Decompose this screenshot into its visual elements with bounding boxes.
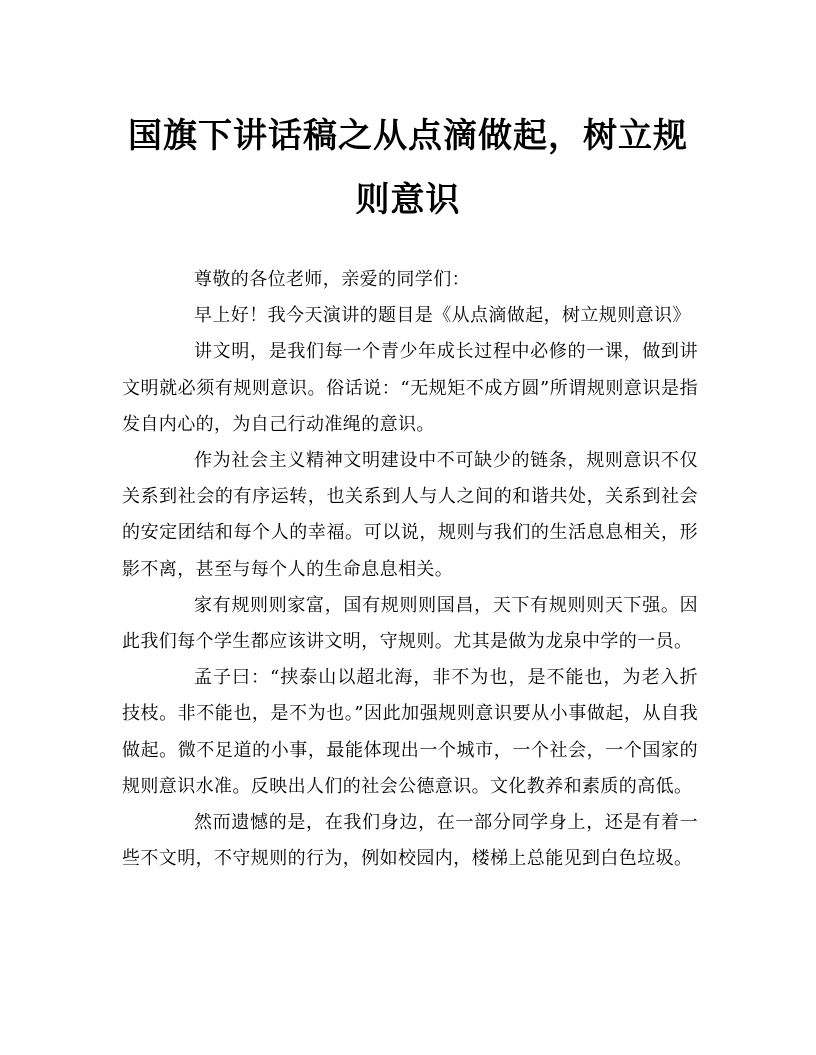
paragraph-mencius-quote: 孟子曰：“挟泰山以超北海，非不为也，是不能也，为老入折技枝。非不能也，是不为也。”因此加强规则意识要从小事做起，从自我做起。微不足道的小事，最能体现出一个城市，一个社会，一个国家的规则意识水准。反映出人们的社会公德意识。文化教养和素质的高低。 [122, 667, 698, 797]
paragraph-greeting: 尊敬的各位老师，亲爱的同学们： [194, 269, 470, 290]
document-body [122, 262, 698, 877]
paragraph-social-importance: 作为社会主义精神文明建设中不可缺少的链条，规则意识不仅关系到社会的有序运转，也关系到人与人之间的和谐共处，关系到社会的安定团结和每个人的幸福。可以说，规则与我们的生活息息相关，形影不离，甚至与每个人的生命息息相关。 [122, 450, 698, 580]
paragraph-intro: 早上好！我今天演讲的题目是《从点滴做起，树立规则意识》 [194, 305, 691, 327]
paragraph-family-nation: 家有规则则家富，国有规则则国昌，天下有规则则天下强。因此我们每个学生都应该讲文明，守规则。尤其是做为龙泉中学的一员。 [122, 594, 698, 653]
paragraph-civility: 讲文明，是我们每一个青少年成长过程中必修的一课，做到讲文明就必须有规则意识。俗话说：“无规矩不成方圆”所谓规则意识是指发自内心的，为自己行动准绳的意识。 [122, 341, 698, 435]
document-title: 国旗下讲话稿之从点滴做起，树立规则意识 [128, 116, 688, 220]
paragraph-uncivil-behavior: 然而遗憾的是，在我们身边，在一部分同学身上，还是有着一些不文明，不守规则的行为，例如校园内，楼梯上总能见到白色垃圾。 [122, 812, 698, 870]
